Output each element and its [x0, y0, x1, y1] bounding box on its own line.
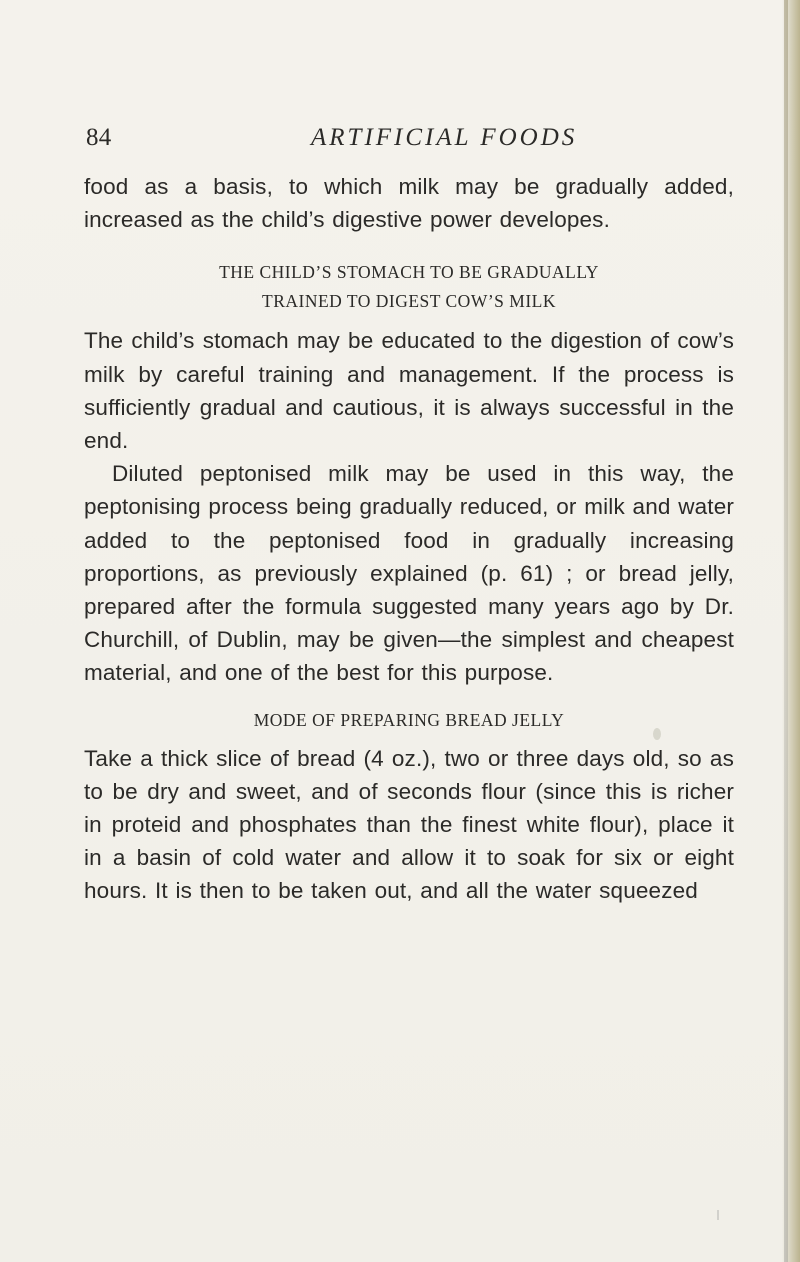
section-heading-2: MODE OF PREPARING BREAD JELLY	[253, 709, 565, 730]
page-header	[86, 124, 696, 160]
section-heading-1-line-1: THE CHILD’S STOMACH TO BE GRADUALLY	[219, 262, 599, 283]
text-block	[84, 170, 734, 908]
paper-spot	[653, 728, 661, 740]
paper-speck	[717, 1210, 719, 1220]
paragraph-4: Take a thick slice of bread (4 oz.), two or three days old, so as to be dry and sweet, and of seconds flour (since this is richer in proteid and phosphates than the finest white flour), place it in a basin of cold water and allow it to soak for six or eight hours. It is then to be taken out, and all the water squeezed	[84, 745, 734, 904]
paragraph-1: food as a basis, to which milk may be gradually added, increased as the child’s digestive power developes.	[84, 174, 734, 233]
paragraph-3: Diluted peptonised milk may be used in this way, the peptonising process being gradually reduced, or milk and water added to the peptonised food in gradually increasing proportions, as previously explained (p. 61) ; or bread jelly, prepared after the formula suggested many years ago by Dr. Churchill, of Dublin, may be given—the simplest and cheapest material, and one of the best for this purpose.	[84, 461, 734, 686]
section-heading-1	[84, 258, 734, 316]
running-head: ARTIFICIAL FOODS	[311, 124, 578, 151]
page-edge-shadow	[784, 0, 788, 1262]
page-number: 84	[86, 124, 112, 151]
paragraph-2: The child’s stomach may be educated to the digestion of cow’s milk by careful training and management. If the process is sufficiently gradual and cautious, it is always successful in the end.	[84, 328, 734, 454]
section-heading-1-line-2: TRAINED TO DIGEST COW’S MILK	[262, 291, 556, 312]
